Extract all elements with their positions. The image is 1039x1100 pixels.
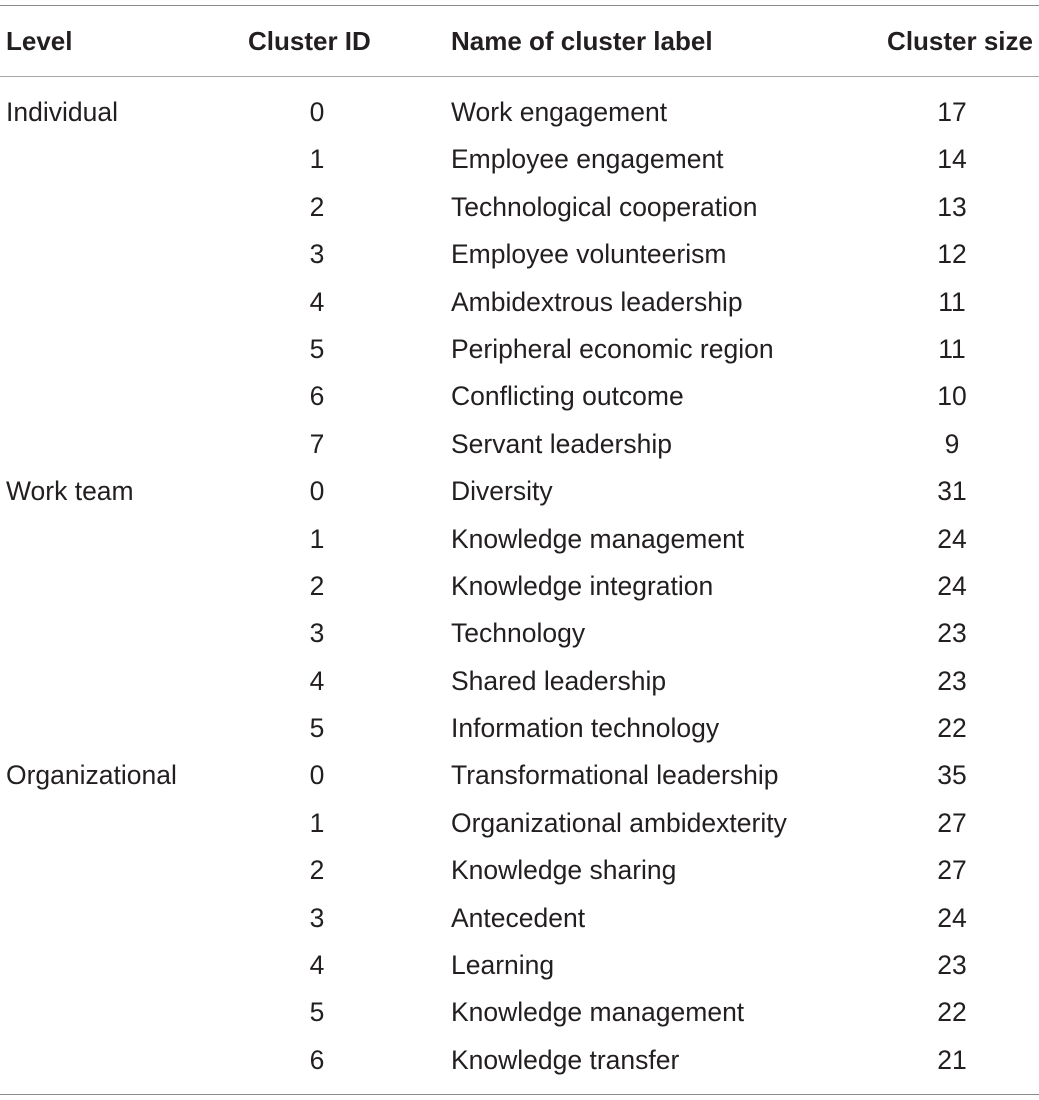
cell-cluster-id: 6 <box>309 381 325 412</box>
table-header-row <box>0 6 1039 76</box>
table-row <box>0 231 1039 278</box>
cell-cluster-size: 24 <box>937 570 967 601</box>
cell-cluster-size: 14 <box>937 144 967 175</box>
cell-cluster-name: Ambidextrous leadership <box>451 286 743 317</box>
table-row <box>0 705 1039 752</box>
table-row <box>0 658 1039 705</box>
cell-cluster-name: Information technology <box>451 713 720 744</box>
cell-cluster-name: Servant leadership <box>451 428 672 459</box>
cell-cluster-name: Work engagement <box>451 97 668 127</box>
cell-cluster-id: 5 <box>309 333 325 364</box>
table-row <box>0 136 1039 183</box>
header-cluster-size: Cluster size <box>887 26 1033 56</box>
cell-cluster-size: 10 <box>937 381 967 412</box>
table-row <box>0 373 1039 420</box>
cell-cluster-id: 0 <box>309 760 325 791</box>
table-header-rule <box>0 76 1039 77</box>
table-row <box>0 563 1039 610</box>
cell-cluster-id: 1 <box>309 807 325 838</box>
cell-cluster-name: Diversity <box>451 476 553 507</box>
cell-cluster-size: 17 <box>937 97 967 127</box>
cell-cluster-size: 23 <box>937 950 967 981</box>
cell-cluster-size: 35 <box>937 760 967 791</box>
cell-cluster-size: 22 <box>937 713 967 744</box>
cell-cluster-id: 4 <box>309 286 325 317</box>
cell-cluster-id: 3 <box>309 239 325 270</box>
table-row <box>0 516 1039 563</box>
cell-cluster-name: Technology <box>451 618 586 649</box>
cell-cluster-size: 11 <box>938 333 966 364</box>
cell-cluster-name: Technological cooperation <box>451 191 758 222</box>
cell-cluster-size: 22 <box>937 997 967 1028</box>
table-row <box>0 610 1039 657</box>
cell-cluster-size: 27 <box>937 807 967 838</box>
table-row <box>0 421 1039 468</box>
cell-cluster-name: Shared leadership <box>451 665 667 696</box>
header-cluster-name: Name of cluster label <box>451 26 713 56</box>
cell-cluster-id: 4 <box>309 950 325 981</box>
table-row <box>0 942 1039 989</box>
cell-cluster-id: 3 <box>309 902 325 933</box>
cell-cluster-id: 0 <box>309 476 325 507</box>
cell-cluster-size: 31 <box>937 476 967 507</box>
cell-cluster-size: 9 <box>944 428 960 459</box>
cell-cluster-name: Employee engagement <box>451 144 724 175</box>
cell-level: Individual <box>6 97 118 127</box>
table-bottom-rule <box>0 1094 1039 1095</box>
cell-cluster-size: 23 <box>937 618 967 649</box>
cell-cluster-id: 5 <box>309 997 325 1028</box>
table-row <box>0 468 1039 515</box>
cell-cluster-id: 2 <box>309 570 325 601</box>
cell-cluster-id: 7 <box>309 428 325 459</box>
header-cluster-id: Cluster ID <box>248 26 371 56</box>
cell-cluster-name: Learning <box>451 950 555 981</box>
cell-cluster-id: 5 <box>309 713 325 744</box>
cell-cluster-id: 1 <box>309 144 325 175</box>
cell-cluster-name: Knowledge transfer <box>451 1044 680 1075</box>
cell-cluster-size: 11 <box>938 286 966 317</box>
cell-cluster-name: Knowledge sharing <box>451 855 677 886</box>
cell-cluster-id: 6 <box>309 1044 325 1075</box>
table-row <box>0 279 1039 326</box>
table-body <box>0 89 1039 1084</box>
table-row <box>0 1037 1039 1084</box>
cell-level: Work team <box>6 476 134 507</box>
cell-cluster-name: Peripheral economic region <box>451 333 774 364</box>
table-row <box>0 184 1039 231</box>
table-row <box>0 847 1039 894</box>
cell-cluster-size: 23 <box>937 665 967 696</box>
cell-cluster-name: Antecedent <box>451 902 586 933</box>
header-level: Level <box>6 26 73 56</box>
cell-cluster-id: 2 <box>309 191 325 222</box>
table-row <box>0 326 1039 373</box>
cell-cluster-name: Knowledge management <box>451 523 745 554</box>
cell-cluster-name: Knowledge integration <box>451 570 714 601</box>
cell-cluster-name: Organizational ambidexterity <box>451 807 787 838</box>
cell-level: Organizational <box>6 760 177 791</box>
table-row <box>0 989 1039 1036</box>
cell-cluster-id: 4 <box>309 665 325 696</box>
cell-cluster-size: 27 <box>937 855 967 886</box>
cell-cluster-id: 3 <box>309 618 325 649</box>
table-row <box>0 800 1039 847</box>
cell-cluster-name: Knowledge management <box>451 997 745 1028</box>
table-row <box>0 752 1039 799</box>
table-row <box>0 895 1039 942</box>
cell-cluster-id: 1 <box>309 523 325 554</box>
cell-cluster-size: 21 <box>937 1044 967 1075</box>
cell-cluster-size: 12 <box>937 239 967 270</box>
cell-cluster-size: 24 <box>937 523 967 554</box>
cell-cluster-name: Transformational leadership <box>451 760 779 791</box>
cell-cluster-id: 0 <box>309 97 325 127</box>
cell-cluster-size: 13 <box>937 191 967 222</box>
cell-cluster-name: Conflicting outcome <box>451 381 684 412</box>
table-row <box>0 89 1039 136</box>
cell-cluster-size: 24 <box>937 902 967 933</box>
cell-cluster-id: 2 <box>309 855 325 886</box>
cell-cluster-name: Employee volunteerism <box>451 239 727 270</box>
